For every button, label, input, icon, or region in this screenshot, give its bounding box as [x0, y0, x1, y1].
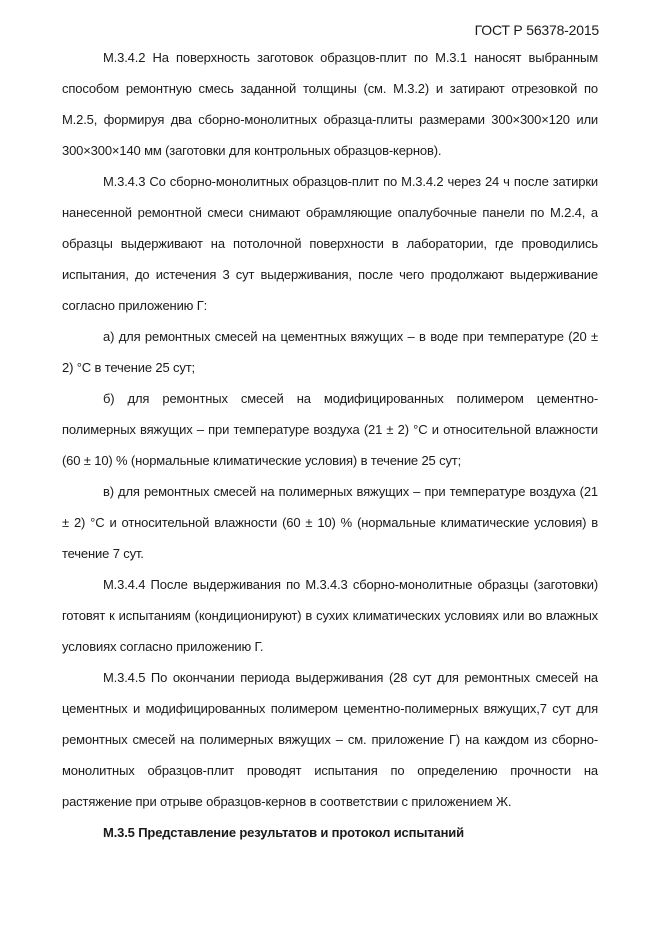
paragraph-m-3-4-5: М.3.4.5 По окончании периода выдерживания (28 сут для ремонтных смесей на цементных и модифицированных полимером цементно-полимерных вяжущих,7 сут для ремонтных смесей на полимерных вяжущих – см. приложение Г) на каждом из сборно-монолитных образцов-плит проводят испытания по определению прочности на растяжение при отрыве образцов-кернов в соответствии с приложением Ж. — [62, 670, 598, 809]
document-header: ГОСТ Р 56378-2015 — [474, 22, 599, 38]
document-body — [62, 42, 598, 848]
paragraph-m-3-4-4: М.3.4.4 После выдерживания по М.3.4.3 сборно-монолитные образцы (заготовки) готовят к испытаниям (кондиционируют) в сухих климатических условиях или во влажных условиях согласно приложению Г. — [62, 577, 598, 654]
paragraph-m-3-4-3: М.3.4.3 Со сборно-монолитных образцов-плит по М.3.4.2 через 24 ч после затирки нанесенной ремонтной смеси снимают обрамляющие опалубочные панели по М.2.4, а образцы выдерживают на потолочной поверхности в лаборатории, где проводились испытания, до истечения 3 сут выдерживания, после чего продолжают выдерживание согласно приложению Г: — [62, 174, 598, 313]
list-item-b: б) для ремонтных смесей на модифицированных полимером цементно-полимерных вяжущих – при температуре воздуха (21 ± 2) °С и относительной влажности (60 ± 10) % (нормальные климатические условия) в течение 25 сут; — [62, 391, 598, 468]
paragraph-m-3-4-2: М.3.4.2 На поверхность заготовок образцов-плит по М.3.1 наносят выбранным способом ремонтную смесь заданной толщины (см. М.3.2) и затирают отрезовкой по М.2.5, формируя два сборно-монолитных образца-плиты размерами 300×300×120 или 300×300×140 мм (заготовки для контрольных образцов-кернов). — [62, 50, 598, 158]
list-item-v: в) для ремонтных смесей на полимерных вяжущих – при температуре воздуха (21 ± 2) °С и относительной влажности (60 ± 10) % (нормальные климатические условия) в течение 7 сут. — [62, 484, 598, 561]
list-item-a: а) для ремонтных смесей на цементных вяжущих – в воде при температуре (20 ± 2) °С в течение 25 сут; — [62, 329, 598, 375]
section-heading-m-3-5: М.3.5 Представление результатов и протокол испытаний — [103, 825, 464, 840]
